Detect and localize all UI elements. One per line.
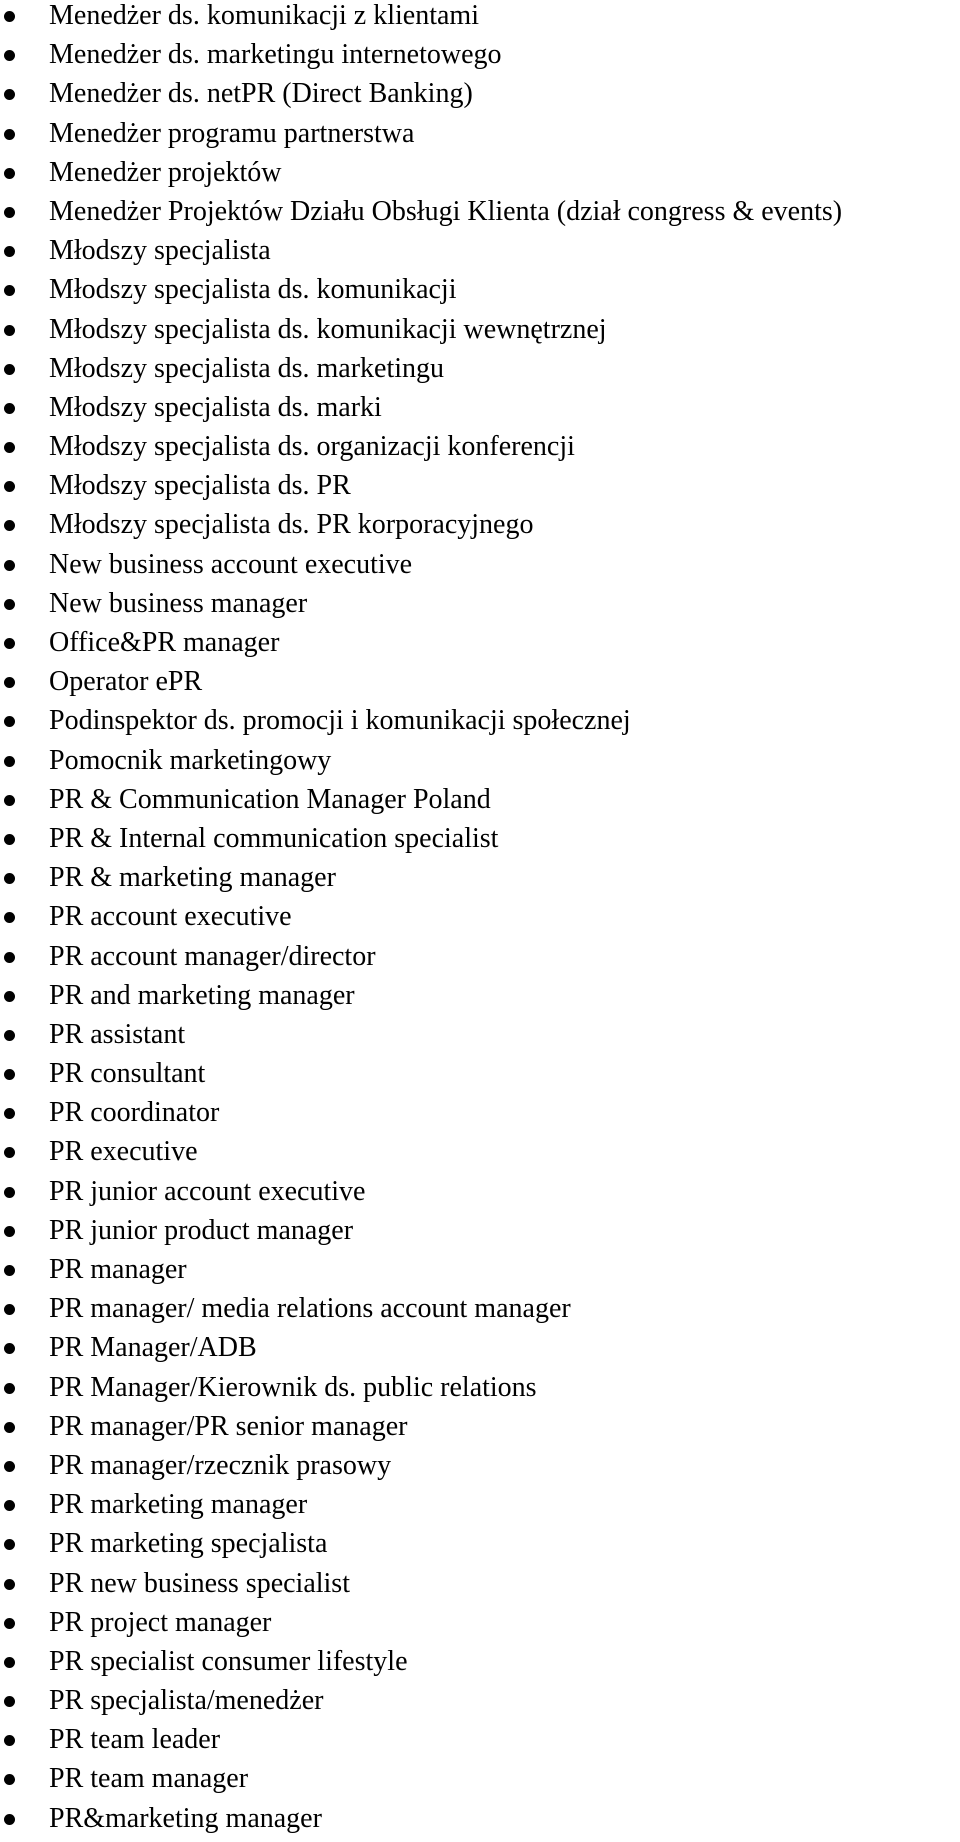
list-item: [0, 1372, 960, 1411]
list-item: [0, 392, 960, 431]
list-item: [0, 1646, 960, 1685]
list-item: [0, 1568, 960, 1607]
list-item: [0, 1176, 960, 1215]
bullet-icon: [4, 11, 15, 22]
bullet-icon: [4, 442, 15, 453]
list-item-text: Młodszy specjalista: [49, 235, 271, 267]
bullet-icon: [4, 599, 15, 610]
bullet-icon: [4, 1147, 15, 1158]
list-item-text: PR manager/PR senior manager: [49, 1410, 408, 1442]
list-item-text: PR manager: [49, 1254, 187, 1285]
list-item-text: PR manager/ media relations account manager: [49, 1293, 571, 1325]
list-item: [0, 274, 960, 313]
list-item: [0, 196, 960, 235]
list-item: [0, 666, 960, 705]
bullet-icon: [4, 912, 15, 923]
list-item-text: PR manager/rzecznik prasowy: [49, 1449, 392, 1481]
list-item: [0, 980, 960, 1019]
list-item: [0, 353, 960, 392]
list-item-text: Podinspektor ds. promocji i komunikacji społecznej: [49, 705, 631, 737]
list-item-text: PR team manager: [49, 1763, 249, 1795]
bullet-icon: [4, 1226, 15, 1237]
list-item: [0, 431, 960, 470]
list-item-text: PR executive: [49, 1136, 198, 1168]
bullet-icon: [4, 1343, 15, 1354]
bullet-icon: [4, 168, 15, 179]
bullet-icon: [4, 795, 15, 806]
bullet-icon: [4, 1657, 15, 1668]
bullet-icon: [4, 325, 15, 336]
list-item: [0, 157, 960, 196]
list-item-text: Pomocnik marketingowy: [49, 744, 332, 776]
list-item: [0, 862, 960, 901]
list-item: [0, 745, 960, 784]
list-item-text: Młodszy specjalista ds. PR korporacyjnego: [49, 509, 534, 541]
list-item-text: Młodszy specjalista ds. komunikacji wewnętrznej: [49, 313, 607, 345]
list-item-text: PR specjalista/menedżer: [49, 1685, 324, 1717]
list-item-text: PR marketing specjalista: [49, 1528, 328, 1560]
list-item-text: PR consultant: [49, 1058, 206, 1090]
list-item-text: Operator ePR: [49, 666, 203, 698]
list-item-text: PR coordinator: [49, 1097, 220, 1129]
list-item: [0, 509, 960, 548]
list-item-text: PR assistant: [49, 1018, 186, 1050]
list-item: [0, 941, 960, 980]
list-item: [0, 78, 960, 117]
list-item: [0, 1215, 960, 1254]
bullet-icon: [4, 1539, 15, 1550]
list-item-text: New business account executive: [49, 548, 413, 580]
list-item: [0, 0, 960, 39]
bullet-icon: [4, 952, 15, 963]
bullet-icon: [4, 756, 15, 767]
list-item: [0, 1058, 960, 1097]
list-item-text: PR and marketing manager: [49, 979, 355, 1011]
list-item-text: PR & marketing manager: [49, 862, 336, 894]
list-item: [0, 705, 960, 744]
bullet-icon: [4, 638, 15, 649]
list-item: [0, 1489, 960, 1528]
list-item-text: PR Manager/Kierownik ds. public relations: [49, 1371, 537, 1403]
bullet-icon: [4, 1030, 15, 1041]
bullet-icon: [4, 1265, 15, 1276]
bullet-icon: [4, 991, 15, 1002]
bullet-icon: [4, 285, 15, 296]
bullet-icon: [4, 403, 15, 414]
bullet-icon: [4, 1069, 15, 1080]
bullet-icon: [4, 364, 15, 375]
bullet-icon: [4, 1814, 15, 1825]
bullet-icon: [4, 834, 15, 845]
list-item-text: Młodszy specjalista ds. komunikacji: [49, 274, 457, 306]
list-item: [0, 627, 960, 666]
list-item: [0, 1254, 960, 1293]
list-item: [0, 588, 960, 627]
list-item: [0, 1803, 960, 1842]
bullet-icon: [4, 1187, 15, 1198]
list-item-text: PR junior account executive: [49, 1175, 366, 1207]
list-item-text: PR account executive: [49, 901, 292, 933]
bullet-icon: [4, 873, 15, 884]
list-item-text: PR junior product manager: [49, 1214, 354, 1246]
list-item: [0, 1607, 960, 1646]
bullet-icon: [4, 129, 15, 140]
list-item-text: Młodszy specjalista ds. organizacji konferencji: [49, 431, 575, 463]
list-item-text: Młodszy specjalista ds. marketingu: [49, 352, 445, 384]
list-item-text: Menedżer programu partnerstwa: [49, 117, 415, 149]
bullet-icon: [4, 481, 15, 492]
list-item-text: PR account manager/director: [49, 940, 376, 972]
list-item: [0, 1136, 960, 1175]
bullet-icon: [4, 1500, 15, 1511]
list-item-text: PR new business specialist: [49, 1567, 350, 1599]
bullet-icon: [4, 1696, 15, 1707]
list-item: [0, 823, 960, 862]
list-item: [0, 549, 960, 588]
list-item: [0, 1332, 960, 1371]
bullet-icon: [4, 716, 15, 727]
bullet-icon: [4, 1579, 15, 1590]
bullet-icon: [4, 1383, 15, 1394]
list-item: [0, 1019, 960, 1058]
list-item-text: Menedżer ds. marketingu internetowego: [49, 39, 502, 71]
list-item: [0, 470, 960, 509]
list-item-text: PR&marketing manager: [49, 1802, 322, 1834]
bullet-icon: [4, 89, 15, 100]
list-item-text: PR team leader: [49, 1724, 221, 1756]
list-item-text: PR specialist consumer lifestyle: [49, 1645, 408, 1677]
list-item: [0, 118, 960, 157]
list-item: [0, 39, 960, 78]
list-item: [0, 1763, 960, 1802]
list-item: [0, 1450, 960, 1489]
list-item: [0, 1528, 960, 1567]
list-item-text: New business manager: [49, 587, 308, 619]
bullet-icon: [4, 207, 15, 218]
list-item-text: Menedżer ds. komunikacji z klientami: [49, 0, 479, 31]
bullet-icon: [4, 1422, 15, 1433]
bullet-icon: [4, 560, 15, 571]
list-item: [0, 901, 960, 940]
list-item-text: Młodszy specjalista ds. marki: [49, 391, 382, 423]
bullet-icon: [4, 520, 15, 531]
list-item-text: PR Manager/ADB: [49, 1332, 257, 1364]
list-item: [0, 1411, 960, 1450]
list-item-text: PR marketing manager: [49, 1489, 308, 1521]
bullet-icon: [4, 1618, 15, 1629]
list-item-text: Menedżer ds. netPR (Direct Banking): [49, 78, 473, 110]
bullet-icon: [4, 1774, 15, 1785]
bullet-icon: [4, 1304, 15, 1315]
bullet-icon: [4, 677, 15, 688]
list-item-text: PR project manager: [49, 1606, 272, 1638]
list-item: [0, 314, 960, 353]
list-item-text: PR & Internal communication specialist: [49, 822, 499, 854]
list-item: [0, 1293, 960, 1332]
list-item-text: Office&PR manager: [49, 627, 280, 658]
list-item: [0, 1097, 960, 1136]
bullet-icon: [4, 50, 15, 61]
bullet-icon: [4, 1735, 15, 1746]
list-item: [0, 784, 960, 823]
bullet-icon: [4, 1108, 15, 1119]
list-item-text: Menedżer Projektów Działu Obsługi Klienta (dział congress & events): [49, 195, 843, 227]
list-item-text: Menedżer projektów: [49, 156, 282, 188]
list-item-text: PR & Communication Manager Poland: [49, 783, 491, 815]
list-item: [0, 235, 960, 274]
list-item: [0, 1724, 960, 1763]
list-item-text: Młodszy specjalista ds. PR: [49, 470, 351, 502]
list-item: [0, 1685, 960, 1724]
bullet-icon: [4, 1461, 15, 1472]
bullet-icon: [4, 246, 15, 257]
